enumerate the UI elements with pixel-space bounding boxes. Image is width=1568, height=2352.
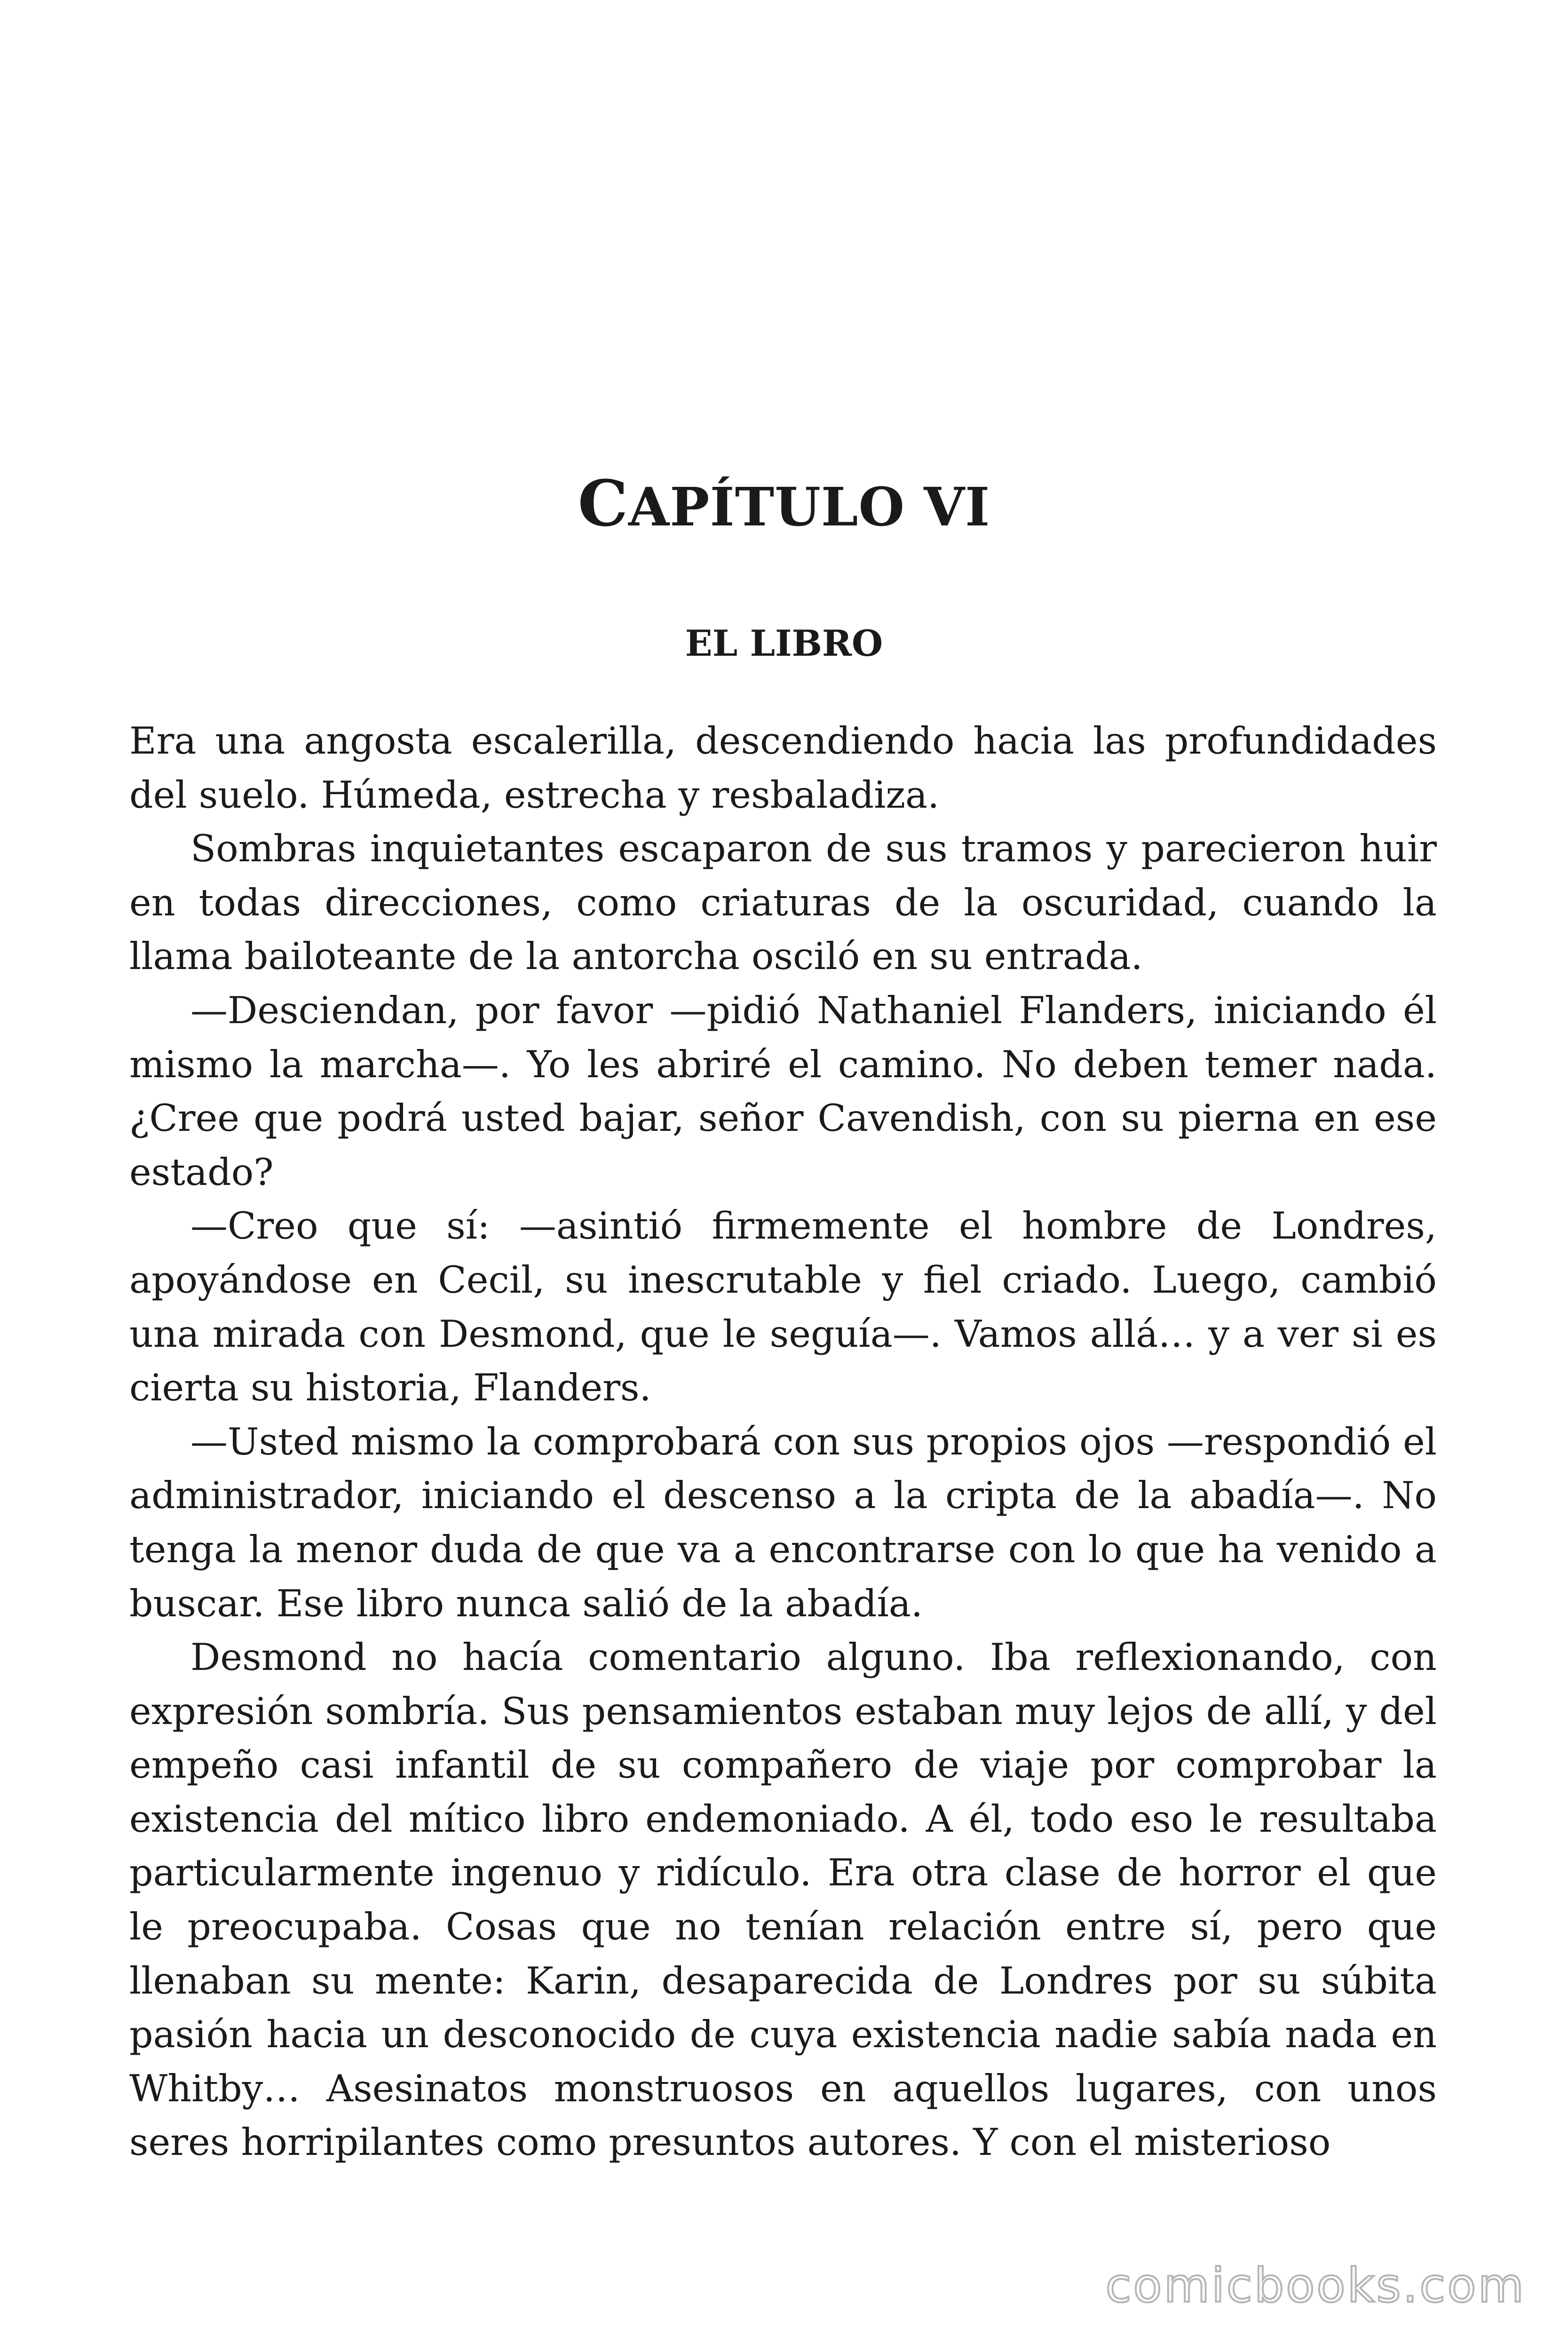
paragraph: Sombras inquietantes escaparon de sus tramos y parecieron huir en todas direcciones, como criaturas de la oscuridad, cuando la llama bailoteante de la antorcha osciló en su entrada. — [129, 827, 1437, 978]
watermark-text: comicbooks.com — [1105, 2258, 1526, 2313]
chapter-title-rest: APÍTULO VI — [628, 477, 990, 538]
paragraph: —Desciendan, por favor —pidió Nathaniel Flanders, iniciando él mismo la marcha—. Yo les abriré el camino. No deben temer nada. ¿Cree que podrá usted bajar, señor Cavendish, con su pierna en ese estado? — [129, 988, 1437, 1194]
chapter-title-initial: C — [578, 466, 629, 540]
paragraph: —Creo que sí: —asintió firmemente el hombre de Londres, apoyándose en Cecil, su inescrutable y fiel criado. Luego, cambió una mirada con Desmond, que le seguía—. Vamos allá… y a ver si es cierta su historia, Flanders. — [129, 1204, 1437, 1410]
paragraph: Desmond no hacía comentario alguno. Iba reflexionando, con expresión sombría. Sus pensamientos estaban muy lejos de allí, y del empeño casi infantil de su compañero de viaje por comprobar la existencia del mítico libro endemoniado. A él, todo eso le resultaba particularmente ingenuo y ridículo. Era otra clase de horror el que le preocupaba. Cosas que no tenían relación entre sí, pero que llenaban su mente: Karin, desaparecida de Londres por su súbita pasión hacia un desconocido de cuya existencia nadie sabía nada en Whitby… Asesinatos monstruosos en aquellos lugares, con unos seres horripilantes como presuntos autores. Y con el misterioso — [129, 1636, 1437, 2164]
paragraph: Era una angosta escalerilla, descendiendo hacia las profundidades del suelo. Húmeda, estrecha y resbaladiza. — [129, 719, 1437, 817]
chapter-subtitle: EL LIBRO — [685, 622, 883, 664]
paragraph: —Usted mismo la comprobará con sus propios ojos —respondió el administrador, iniciando el descenso a la cripta de la abadía—. No tenga la menor duda de que va a encontrarse con lo que ha venido a buscar. Ese libro nunca salió de la abadía. — [129, 1420, 1437, 1625]
body-text — [129, 714, 1437, 2169]
chapter-title — [0, 466, 1568, 541]
